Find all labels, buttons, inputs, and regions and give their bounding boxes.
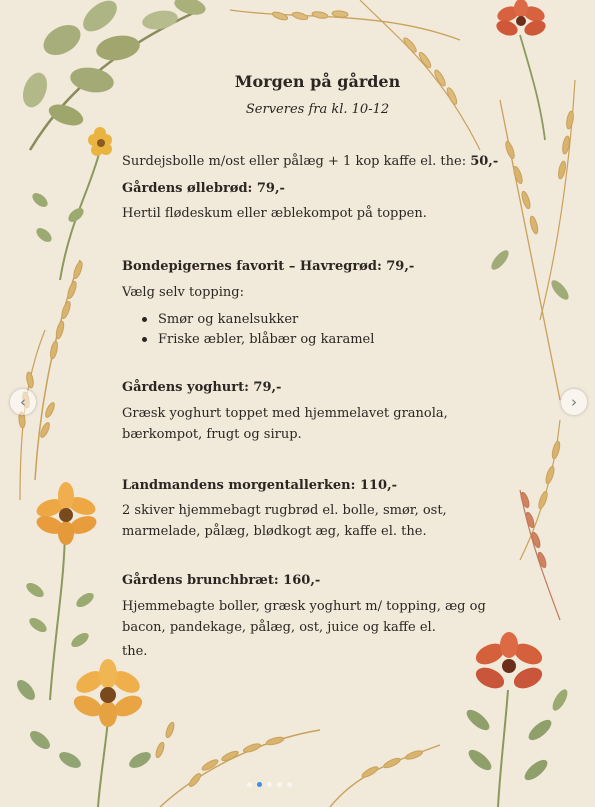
- item-description: Hjemmebagte boller, græsk yoghurt m/ topping, æg og: [122, 599, 486, 614]
- carousel-next-button[interactable]: [561, 389, 587, 415]
- carousel-dot[interactable]: [287, 782, 292, 787]
- item-description: the.: [122, 644, 148, 659]
- item-description: bacon, pandekage, pålæg, ost, juice og kaffe el.: [122, 620, 436, 635]
- menu-title: Morgen på gården: [234, 72, 401, 91]
- intro-price: 50,-: [470, 154, 499, 169]
- intro-line: [122, 154, 498, 169]
- carousel-prev-button[interactable]: [10, 389, 36, 415]
- carousel-dot[interactable]: [247, 782, 252, 787]
- item-heading: Gårdens yoghurt: 79,-: [122, 380, 282, 395]
- item-heading: Bondepigernes favorit – Havregrød: 79,-: [122, 259, 415, 274]
- menu-subtitle: Serveres fra kl. 10-12: [245, 102, 390, 117]
- item-description: Hertil flødeskum eller æblekompot på toppen.: [122, 206, 427, 221]
- topping-list: [140, 310, 374, 350]
- list-item: Friske æbler, blåbær og karamel: [140, 330, 374, 350]
- carousel-dot[interactable]: [277, 782, 282, 787]
- item-description: bærkompot, frugt og sirup.: [122, 427, 302, 442]
- item-description: marmelade, pålæg, blødkogt æg, kaffe el. the.: [122, 524, 427, 539]
- carousel-dot[interactable]: [267, 782, 272, 787]
- intro-text: Surdejsbolle m/ost eller pålæg + 1 kop kaffe el. the:: [122, 154, 471, 169]
- item-description: Græsk yoghurt toppet med hjemmelavet granola,: [122, 406, 448, 421]
- item-description: 2 skiver hjemmebagt rugbrød el. bolle, smør, ost,: [122, 503, 447, 518]
- chevron-right-icon: ›: [571, 393, 577, 411]
- list-item: Smør og kanelsukker: [140, 310, 374, 330]
- item-heading: Landmandens morgentallerken: 110,-: [122, 478, 398, 493]
- item-heading: Gårdens brunchbræt: 160,-: [122, 573, 321, 588]
- chevron-left-icon: ‹: [20, 393, 26, 411]
- carousel-pagination: [247, 782, 292, 787]
- item-description: Vælg selv topping:: [122, 285, 244, 300]
- item-heading: Gårdens øllebrød: 79,-: [122, 181, 285, 196]
- carousel-dot[interactable]: [257, 782, 262, 787]
